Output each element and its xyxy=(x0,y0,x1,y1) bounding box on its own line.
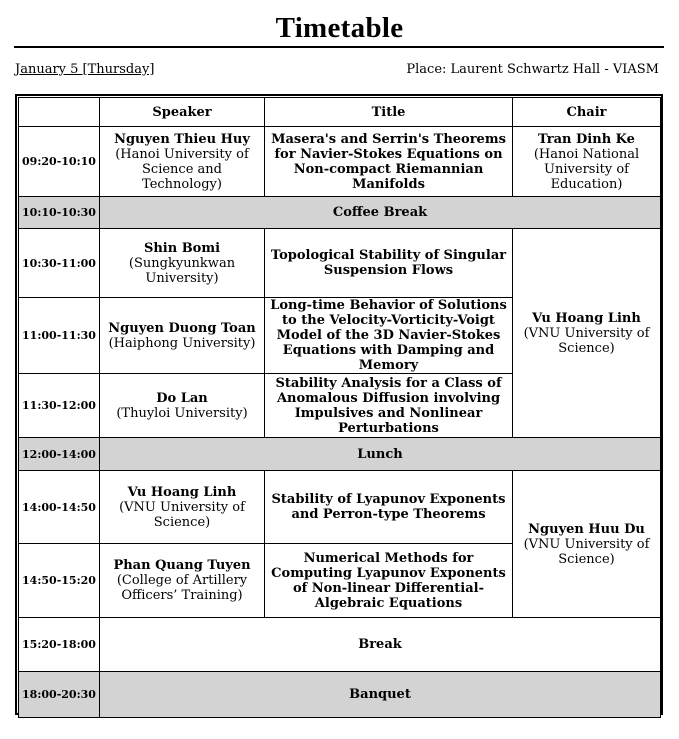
speaker-affiliation: (Hanoi University of Science and Technology) xyxy=(115,146,249,192)
speaker-name: Nguyen Thieu Huy xyxy=(114,131,250,147)
speaker-affiliation: (Thuyloi University) xyxy=(116,405,248,421)
chair-affiliation: (Hanoi National University of Education) xyxy=(533,146,640,192)
time-header xyxy=(19,98,100,127)
time-cell: 10:30-11:00 xyxy=(19,229,100,298)
table-row xyxy=(19,438,661,471)
time-cell: 15:20-18:00 xyxy=(19,618,100,672)
title-divider xyxy=(14,46,664,48)
time-cell: 10:10-10:30 xyxy=(19,197,100,229)
speaker-cell xyxy=(100,229,265,298)
speaker-affiliation: (Haiphong University) xyxy=(108,335,256,351)
table-row xyxy=(19,127,661,197)
talk-title: Numerical Methods for Computing Lyapunov Exponents of Non-linear Differential-Algebraic Equations xyxy=(265,544,513,618)
time-cell: 14:00-14:50 xyxy=(19,471,100,544)
talk-title: Masera's and Serrin's Theorems for Navier-Stokes Equations on Non-compact Riemannian Manifolds xyxy=(265,127,513,197)
chair-name: Vu Hoang Linh xyxy=(532,310,641,326)
chair-name: Nguyen Huu Du xyxy=(528,521,645,537)
time-cell: 18:00-20:30 xyxy=(19,672,100,718)
chair-cell xyxy=(513,229,661,438)
table-row xyxy=(19,229,661,298)
speaker-affiliation: (College of Artillery Officers’ Training) xyxy=(116,573,248,603)
event-cell: Break xyxy=(100,618,661,672)
table-row xyxy=(19,471,661,544)
speaker-cell xyxy=(100,471,265,544)
timetable xyxy=(18,97,661,718)
speaker-affiliation: (Sungkyunkwan University) xyxy=(128,255,236,286)
speaker-name: Phan Quang Tuyen xyxy=(113,558,251,573)
talk-title: Topological Stability of Singular Suspension Flows xyxy=(265,229,513,298)
talk-title: Stability of Lyapunov Exponents and Perron-type Theorems xyxy=(265,471,513,544)
speaker-affiliation: (VNU University of Science) xyxy=(119,499,245,530)
table-row xyxy=(19,618,661,672)
event-cell: Banquet xyxy=(100,672,661,718)
table-row xyxy=(19,197,661,229)
chair-affiliation: (VNU University of Science) xyxy=(523,536,650,567)
time-cell: 09:20-10:10 xyxy=(19,127,100,197)
speaker-name: Nguyen Duong Toan xyxy=(108,320,256,336)
speaker-cell xyxy=(100,374,265,438)
chair-name: Tran Dinh Ke xyxy=(538,131,635,147)
speaker-cell xyxy=(100,127,265,197)
speaker-header: Speaker xyxy=(100,98,265,127)
speaker-name: Do Lan xyxy=(156,390,208,406)
chair-affiliation: (VNU University of Science) xyxy=(523,325,650,356)
page-title: Timetable xyxy=(275,12,404,44)
speaker-cell xyxy=(100,298,265,374)
chair-header: Chair xyxy=(513,98,661,127)
title-header: Title xyxy=(265,98,513,127)
header-row xyxy=(19,98,661,127)
chair-cell xyxy=(513,127,661,197)
time-cell: 11:30-12:00 xyxy=(19,374,100,438)
chair-cell xyxy=(513,471,661,618)
talk-title: Stability Analysis for a Class of Anomalous Diffusion involving Impulsives and Nonlinear Perturbations xyxy=(265,374,513,438)
talk-title: Long-time Behavior of Solutions to the Velocity-Vorticity-Voigt Model of the 3D Navier-Stokes Equations with Damping and Memory xyxy=(265,298,513,374)
time-cell: 14:50-15:20 xyxy=(19,544,100,618)
event-cell: Lunch xyxy=(100,438,661,471)
time-cell: 11:00-11:30 xyxy=(19,298,100,374)
venue-place: Place: Laurent Schwartz Hall - VIASM xyxy=(406,62,659,77)
speaker-cell xyxy=(100,544,265,618)
table-row xyxy=(19,672,661,718)
speaker-name: Shin Bomi xyxy=(143,240,221,256)
speaker-name: Vu Hoang Linh xyxy=(127,484,237,500)
schedule-date: January 5 [Thursday] xyxy=(15,62,155,77)
event-cell: Coffee Break xyxy=(100,197,661,229)
time-cell: 12:00-14:00 xyxy=(19,438,100,471)
